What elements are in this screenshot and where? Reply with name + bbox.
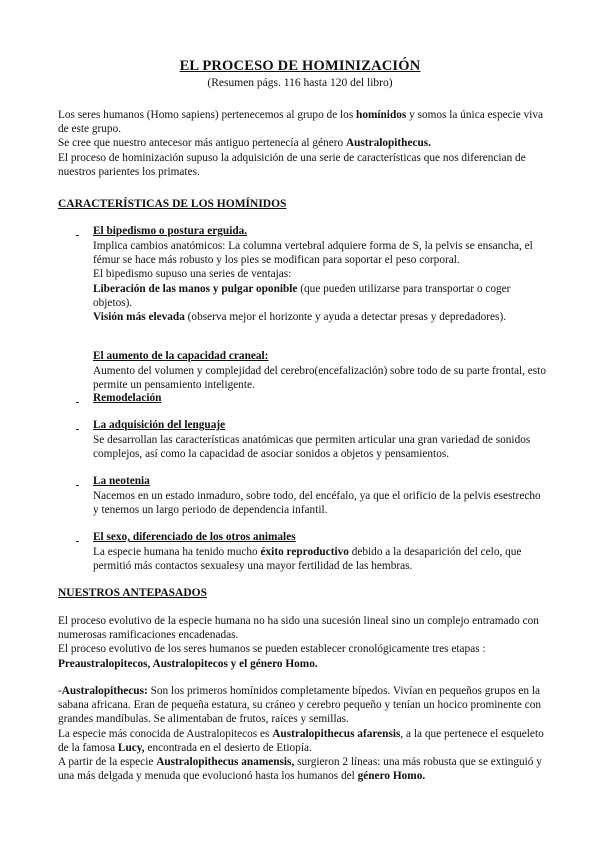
subheading-craneal <box>76 350 268 362</box>
body-text: debido a la desaparición del celo, que permitió más contactos sexualesy una mayor fertilidad de las hembras. <box>93 546 522 573</box>
body-text: (observa mejor el horizonte y ayuda a detectar presas y depredadores). <box>184 311 507 324</box>
subheading-text: La adquisición del lenguaje <box>93 419 226 431</box>
subheading-lenguaje <box>76 419 225 431</box>
subheading-remodelacion <box>76 392 161 404</box>
subheading-bipedismo <box>76 225 247 237</box>
subheading-text: El aumento de la capacidad craneal: <box>93 350 269 362</box>
body-bold: Visión más elevada <box>93 311 185 324</box>
neotenia-paragraph <box>93 489 548 517</box>
body-bold: Australopithecus anamensis, <box>156 756 295 769</box>
body-text: encontrada en el desierto de Etiopía. <box>144 741 312 754</box>
body-text: Se desarrollan las características anatómicas que permiten articular una gran variedad de sonidos complejos, así como la capacidad de asociar sonidos a objetos y pensamientos. <box>93 434 531 461</box>
subheading-neotenia <box>76 475 150 487</box>
subheading-text: Remodelación <box>93 392 162 404</box>
body-text: El proceso evolutivo de la especie humana no ha sido una sucesión lineal sino un complejo entramado con numerosas ramificaciones encadenadas. <box>58 615 539 642</box>
subheading-text: La neotenia <box>93 475 150 487</box>
intro-paragraph <box>58 108 548 179</box>
subheading-sexo <box>76 531 296 543</box>
body-bold: género Homo. <box>357 770 426 783</box>
body-text: Implica cambios anatómicos: La columna vertebral adquiere forma de S, la pelvis se ensancha, el fémur se hace más robusto y los pies se modifican para soportar el peso corporal. <box>93 240 533 267</box>
body-text: Aumento del volumen y complejidad del cerebro(encefalización) sobre todo de su parte frontal, esto permite un pensamiento inteligente. <box>93 365 546 392</box>
body-text: La especie más conocida de Australopitecos es <box>58 727 273 740</box>
body-bold: Liberación de las manos y pulgar oponible <box>93 282 298 295</box>
body-text: A partir de la especie <box>58 756 157 769</box>
craneal-paragraph <box>93 364 548 392</box>
antepasados-paragraph-2 <box>58 684 548 783</box>
document-title: EL PROCESO DE HOMINIZACIÓN <box>179 58 421 74</box>
body-text: (que pueden utilizarse para transportar o coger objetos). <box>93 282 511 309</box>
body-text: - <box>58 685 62 697</box>
intro-bold: Australopithecus. <box>345 137 431 150</box>
sexo-paragraph <box>93 545 548 573</box>
body-text: La especie humana ha tenido mucho <box>93 546 261 558</box>
section-heading-caracteristicas: CARACTERÍSTICAS DE LOS HOMÍNIDOS <box>58 198 287 210</box>
body-bold: Preaustralopitecos, Australopitecos y el género Homo. <box>58 657 318 670</box>
subheading-text: El bipedismo o postura erguida. <box>93 225 248 237</box>
body-text: El proceso evolutivo de los seres humanos se pueden establecer cronológicamente tres etapas : <box>58 643 486 656</box>
lenguaje-paragraph <box>93 433 548 461</box>
subheading-text: El sexo, diferenciado de los otros animales <box>93 531 296 543</box>
body-bold: Lucy, <box>117 741 145 754</box>
intro-text: Se cree que nuestro antecesor más antiguo pertenecía al género <box>58 137 346 150</box>
intro-text: y somos la única especie viva de este grupo. <box>58 109 544 136</box>
intro-bold: homínidos <box>356 109 407 121</box>
body-text: Son los primeros homínidos completamente bípedos. Vivían en pequeños grupos en la sabana africana. Eran de pequeña estatura, su cráneo y cerebro pequeño y tenían un hocico prominente con grandes mandíbulas. Se alimentaban de frutos, raíces y semillas. <box>58 685 542 726</box>
body-text: surgieron 2 líneas: una más robusta que se extinguió y una más delgada y menuda que evolucionó hasta los humanos del <box>58 756 542 783</box>
body-bold: Australopithecus: <box>61 685 148 697</box>
body-text: , a la que pertenece el esqueleto de la famosa <box>58 727 544 754</box>
body-bold: éxito reproductivo <box>260 546 349 558</box>
body-text: Nacemos en un estado inmaduro, sobre todo, del encéfalo, ya que el orificio de la pelvis esestrecho y tenemos un largo periodo de dependencia infantil. <box>93 490 541 517</box>
section-heading-antepasados: NUESTROS ANTEPASADOS <box>58 587 208 599</box>
body-bold: Australopithecus afarensis <box>272 727 401 740</box>
antepasados-paragraph-1 <box>58 614 548 671</box>
body-text: El bipedismo supuso una series de ventajas: <box>93 268 292 281</box>
document-subtitle: (Resumen págs. 116 hasta 120 del libro) <box>207 77 393 89</box>
intro-text: El proceso de hominización supuso la adquisición de una serie de características que nos diferencian de nuestros parientes los primates. <box>58 151 526 178</box>
intro-text: Los seres humanos (Homo sapiens) pertenecemos al grupo de los <box>58 109 357 121</box>
bipedismo-paragraph <box>93 239 548 324</box>
